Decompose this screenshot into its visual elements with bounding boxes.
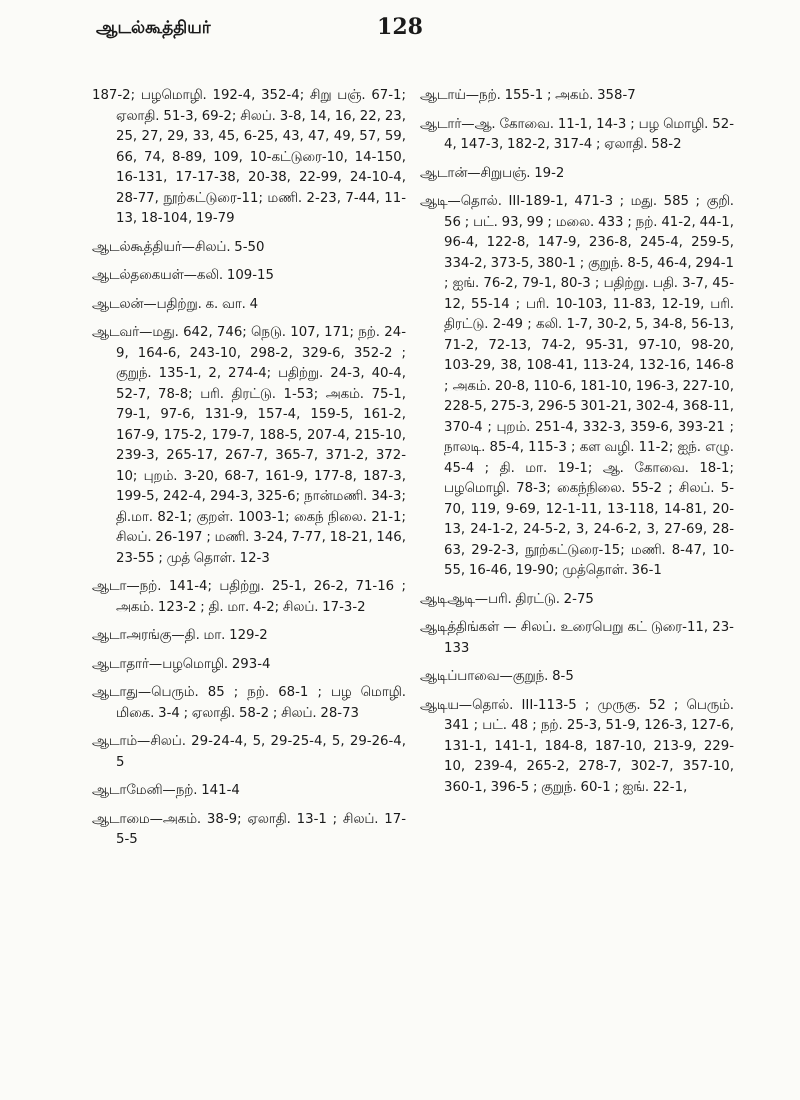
index-entry: ஆடாம்—சிலப். 29-24-4, 5, 29-25-4, 5, 29-26-4, 5 — [92, 734, 406, 770]
index-entry: ஆடான்—சிறுபஞ். 19-2 — [420, 165, 565, 181]
index-entry: ஆடிப்பாவை—குறுந். 8-5 — [420, 669, 574, 684]
index-entry: ஆடாமேனி—நற். 141-4 — [92, 783, 240, 798]
index-entry: ஆடாது—பெரும். 85 ; நற். 68-1 ; பழ மொழி. மிகை. 3-4 ; ஏலாதி. 58-2 ; சிலப். 28-73 — [92, 685, 406, 721]
index-columns — [92, 86, 734, 1086]
index-entry: 187-2; பழமொழி. 192-4, 352-4; சிறு பஞ். 67-1; ஏலாதி. 51-3, 69-2; சிலப். 3-8, 14, 16, 22, 23, 25, 27, 29, 33, 45, 6-25, 43, 47, 49, 57, 59, 66, 74, 8-89, 109, 10-கட்டுரை-10, 14-150, 16-131, 17-17-38, 20-38, 22-99, 24-10-4, 28-77, நூற்கட்டுரை-11; மணி. 2-23, 7-44, 11-13, 18-104, 19-79 — [92, 88, 406, 226]
page-header — [96, 14, 704, 44]
index-entry: ஆடல்தகையள்—கலி. 109-15 — [92, 268, 274, 283]
index-entry: ஆடவர்—மது. 642, 746; நெடு. 107, 171; நற். 24-9, 164-6, 243-10, 298-2, 329-6, 352-2 ; குறுந். 135-1, 2, 274-4; பதிற்று. 24-3, 40-4, 52-7, 78-8; பரி. திரட்டு. 1-53; அகம். 75-1, 79-1, 97-6, 131-9, 157-4, 159-5, 161-2, 167-9, 175-2, 179-7, 188-5, 207-4, 215-10, 239-3, 265-17, 267-7, 365-7, 371-2, 372-10; புறம். 3-20, 68-7, 161-9, 177-8, 187-3, 199-5, 242-4, 294-3, 325-6; நான்மணி. 34-3; தி.மா. 82-1; குறள். 1003-1; கைந் நிலை. 21-1; சிலப். 26-197 ; மணி. 3-24, 7-77, 18-21, 146, 23-55 ; முத் தொள். 12-3 — [92, 325, 406, 566]
index-entry: ஆடார்—ஆ. கோவை. 11-1, 14-3 ; பழ மொழி. 52-4, 147-3, 182-2, 317-4 ; ஏலாதி. 58-2 — [420, 116, 734, 152]
index-entry: ஆடா—நற். 141-4; பதிற்று. 25-1, 26-2, 71-16 ; அகம். 123-2 ; தி. மா. 4-2; சிலப். 17-3-2 — [92, 579, 406, 615]
index-entry: ஆடலன்—பதிற்று. க. வா. 4 — [92, 296, 259, 312]
index-entry: ஆடாஅரங்கு—தி. மா. 129-2 — [92, 628, 268, 643]
index-entry: ஆடிஆடி—பரி. திரட்டு. 2-75 — [420, 591, 594, 607]
index-entry: ஆடித்திங்கள் — சிலப். உரைபெறு கட் டுரை-11, 23-133 — [420, 620, 734, 656]
page-number: 128 — [377, 14, 423, 40]
index-entry: ஆடிய—தொல். III-113-5 ; முருகு. 52 ; பெரும். 341 ; பட். 48 ; நற். 25-3, 51-9, 126-3, 127-6, 131-1, 141-1, 184-8, 187-10, 213-9, 229-10, 239-4, 265-2, 278-7, 302-7, 357-10, 360-1, 396-5 ; குறுந். 60-1 ; ஐங். 22-1, — [420, 697, 734, 795]
index-entry: ஆடாதார்—பழமொழி. 293-4 — [92, 656, 271, 672]
index-entry: ஆடாய்—நற். 155-1 ; அகம். 358-7 — [420, 88, 636, 103]
index-entry: ஆடாமை—அகம். 38-9; ஏலாதி. 13-1 ; சிலப். 17-5-5 — [92, 811, 406, 847]
right-column — [420, 86, 734, 1086]
index-entry: ஆடி—தொல். III-189-1, 471-3 ; மது. 585 ; குறி. 56 ; பட். 93, 99 ; மலை. 433 ; நற். 41-2, 44-1, 96-4, 122-8, 147-9, 236-8, 245-4, 259-5, 334-2, 373-5, 380-1 ; குறுந். 8-5, 46-4, 294-1 ; ஐங். 76-2, 79-1, 80-3 ; பதிற்று. பதி. 3-7, 45-12, 55-14 ; பரி. 10-103, 11-83, 12-19, பரி. திரட்டு. 2-49 ; கலி. 1-7, 30-2, 5, 34-8, 56-13, 71-2, 72-13, 74-2, 95-31, 97-10, 98-20, 103-29, 38, 108-41, 113-24, 132-16, 146-8 ; அகம். 20-8, 110-6, 181-10, 196-3, 227-10, 228-5, 275-3, 296-5 301-21, 302-4, 368-11, 370-4 ; புறம். 251-4, 332-3, 359-6, 393-21 ; நாலடி. 85-4, 115-3 ; கள வழி. 11-2; ஐந். எழு. 45-4 ; தி. மா. 19-1; ஆ. கோவை. 18-1; பழமொழி. 78-3; கைந்நிலை. 55-2 ; சிலப். 5-70, 119, 9-69, 12-1-11, 13-118, 14-81, 20-13, 24-1-2, 24-5-2, 3, 24-6-2, 3, 27-69, 28-63, 29-2-3, நூற்கட்டுரை-15; மணி. 8-47, 10-55, 16-46, 19-90; முத்தொள். 36-1 — [420, 194, 734, 578]
left-column — [92, 86, 406, 1086]
index-entry: ஆடல்கூத்தியர்—சிலப். 5-50 — [92, 239, 265, 255]
running-head: ஆடல்கூத்தியர் — [96, 18, 211, 38]
